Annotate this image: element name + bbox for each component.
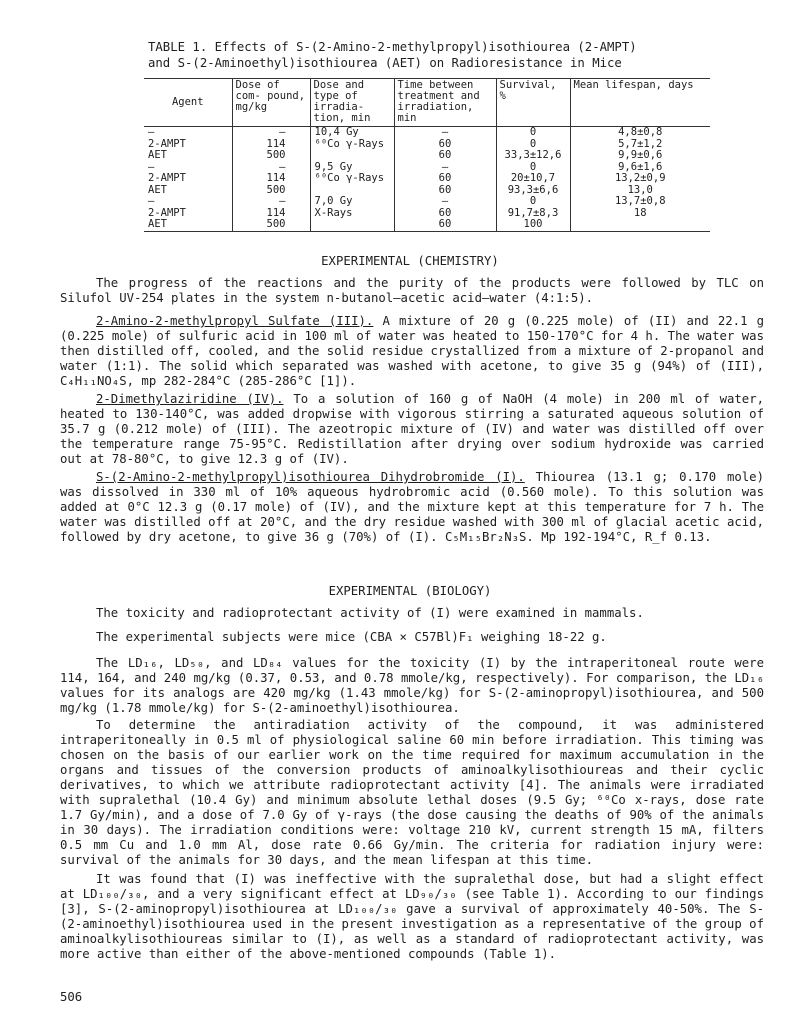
cell-agent: — xyxy=(148,195,155,207)
cell-lifespan xyxy=(570,219,710,231)
cell-dose: — xyxy=(232,196,310,208)
biology-text-5: It was found that (I) was ineffective with the supralethal dose, but had a slight effect at LD₁₀₀/₃₀, and a very significant effect at LD₉₀/₃₀ (see Table 1). According to our findings [3], S-(2-aminopropyl)isothiourea at LD₁₀₀/₃₀ gave a survival of approximately 40-50%. The S-(2-aminoethyl)isothiourea used in the present investigation as a representative of the group of aminoalkylisothioureas similar to (I), as well as a standard of radioprotectant activity, was more active than either of the above-mentioned compounds (Table 1). xyxy=(60,872,764,961)
cell-survival: 0 xyxy=(496,127,570,139)
cell-agent: 2-AMPT xyxy=(148,137,186,150)
chemistry-intro-text: The progress of the reactions and the purity of the products were followed by TLC on Silufol UV-254 plates in the system n-butanol—acetic acid—water (4:1:5). xyxy=(60,276,764,305)
cell-lifespan: 13,2±0,9 xyxy=(570,173,710,185)
cell-time: 60 xyxy=(394,150,496,162)
cell-survival: 20±10,7 xyxy=(496,173,570,185)
cell-survival: 93,3±6,6 xyxy=(496,185,570,197)
header-agent: Agent xyxy=(171,95,204,108)
cell-dose: 114 xyxy=(232,139,310,151)
table-caption-line1: TABLE 1. Effects of S-(2-Amino-2-methylpropyl)isothiourea (2-AMPT) xyxy=(148,40,637,54)
cell-irr: ⁶⁰Co γ-Rays xyxy=(310,173,394,185)
cell-dose: 500 xyxy=(232,219,310,231)
aziridine-title: 2-Dimethylaziridine (IV). xyxy=(96,392,284,406)
cell-dose: — xyxy=(232,162,310,174)
cell-lifespan: 13,0 xyxy=(570,185,710,197)
cell-irr: ⁶⁰Co γ-Rays xyxy=(310,139,394,151)
table-row xyxy=(144,127,710,139)
cell-irr xyxy=(310,219,394,231)
cell-irr: X-Rays xyxy=(310,208,394,220)
header-dose-irradiation: Dose and type of irradia- tion, min xyxy=(310,79,394,127)
dihydrobromide-paragraph xyxy=(60,470,764,545)
cell-time: 60 xyxy=(394,173,496,185)
cell-dose: 114 xyxy=(232,173,310,185)
cell-time: 60 xyxy=(394,185,496,197)
biology-paragraph-2 xyxy=(60,630,764,645)
cell-time: — xyxy=(394,162,496,174)
chemistry-intro xyxy=(60,276,764,306)
cell-irr: 9,5 Gy xyxy=(310,162,394,174)
header-lifespan: Mean lifespan, days xyxy=(570,79,710,127)
cell-irr: 10,4 Gy xyxy=(310,127,394,139)
cell-lifespan: 5,7±1,2 xyxy=(570,139,710,151)
cell-survival: 33,3±12,6 xyxy=(496,150,570,162)
cell-time: 60 xyxy=(394,208,496,220)
table-caption-line2: and S-(2-Aminoethyl)isothiourea (AET) on Radioresistance in Mice xyxy=(148,55,622,70)
table-caption xyxy=(148,40,708,71)
cell-time: 60 xyxy=(394,219,496,231)
header-dose-compound: Dose of com- pound, mg/kg xyxy=(232,79,310,127)
sulfate-title: 2-Amino-2-methylpropyl Sulfate (III). xyxy=(96,314,374,328)
table-row xyxy=(144,208,710,220)
biology-text-3: The LD₁₆, LD₅₀, and LD₈₄ values for the toxicity (I) by the intraperitoneal route were 114, 164, and 240 mg/kg (0.37, 0.53, and 0.78 mmole/kg, respectively). For comparison, the LD₁₆ values for its analogs are 420 mg/kg (1.43 mmole/kg) for S-(2-aminopropyl)isothiourea, and 500 mg/kg (1.78 mmole/kg) for S-(2-aminoethyl)isothiourea. xyxy=(60,656,764,715)
cell-agent: AET xyxy=(148,149,167,161)
cell-dose: 500 xyxy=(232,185,310,197)
dihydrobromide-title: S-(2-Amino-2-methylpropyl)isothiourea Dihydrobromide (I). xyxy=(96,470,525,484)
page-number: 506 xyxy=(60,990,83,1004)
table-row xyxy=(144,219,710,231)
table-header-row xyxy=(144,79,710,127)
cell-lifespan: 4,8±0,8 xyxy=(570,127,710,139)
aziridine-paragraph xyxy=(60,392,764,467)
cell-lifespan: 9,9±0,6 xyxy=(570,150,710,162)
table-row xyxy=(144,196,710,208)
sulfate-text: A mixture of 20 g (0.225 mole) of (II) and 22.1 g (0.225 mole) of sulfuric acid in 100 ml of water was heated to 150-170°C for 4 h. The water was then distilled off, cooled, and the solid residue crystallized from a mixture of 2-propanol and water (1:1). The solid which separated was washed with acetone, to give 35 g (94%) of (III), C₄H₁₁NO₄S, mp 282-284°C (285-286°C [1]). xyxy=(60,314,764,388)
biology-heading: EXPERIMENTAL (BIOLOGY) xyxy=(328,584,492,598)
cell-lifespan: 9,6±1,6 xyxy=(570,162,710,174)
table-row xyxy=(144,173,710,185)
cell-irr: 7,0 Gy xyxy=(310,196,394,208)
cell-survival: 0 xyxy=(496,139,570,151)
biology-text-4: To determine the antiradiation activity of the compound, it was administered intraperitoneally in 0.5 ml of physiological saline 60 min before irradiation. This timing was chosen on the basis of our earlier work on the time required for maximum accumulation in the organs and tissues of the conversion products of aminoalkylisothioureas and their cyclic derivatives, to which we attribute radioprotectant activity [4]. The animals were irradiated with supralethal (10.4 Gy) and minimum absolute lethal doses (9.5 Gy; ⁶⁰Co x-rays, dose rate 1.7 Gy/min), and a dose of 7.0 Gy of γ-rays (the dose causing the deaths of 90% of the animals in 30 days). The irradiation conditions were: voltage 210 kV, current strength 15 mA, filters 0.5 mm Cu and 1.0 mm Al, dose rate 0.66 Gy/min. The criteria for radiation injury were: survival of the animals for 30 days, and the mean lifespan at this time. xyxy=(60,718,764,867)
cell-agent: — xyxy=(148,126,155,138)
cell-dose: 500 xyxy=(232,150,310,162)
biology-paragraph-1 xyxy=(60,606,764,621)
cell-agent: 2-AMPT xyxy=(148,206,186,219)
biology-text-2: The experimental subjects were mice (CBA × C57Bl)F₁ weighing 18-22 g. xyxy=(96,630,607,644)
results-table xyxy=(144,78,710,232)
chemistry-heading: EXPERIMENTAL (CHEMISTRY) xyxy=(321,254,499,268)
biology-paragraph-5 xyxy=(60,872,764,962)
biology-paragraph-3 xyxy=(60,656,764,716)
cell-irr xyxy=(310,150,394,162)
cell-survival: 100 xyxy=(496,219,570,231)
table-body xyxy=(144,127,710,232)
cell-survival: 0 xyxy=(496,162,570,174)
header-time-between: Time between treatment and irradiation, min xyxy=(394,79,496,127)
sulfate-paragraph xyxy=(60,314,764,389)
cell-agent: 2-AMPT xyxy=(148,172,186,184)
cell-agent: — xyxy=(148,160,155,173)
cell-time: 60 xyxy=(394,139,496,151)
table-row xyxy=(144,150,710,162)
cell-dose: 114 xyxy=(232,208,310,220)
cell-time: — xyxy=(394,196,496,208)
cell-lifespan: 18 xyxy=(570,208,710,220)
cell-lifespan: 13,7±0,8 xyxy=(570,196,710,208)
cell-survival: 91,7±8,3 xyxy=(496,208,570,220)
cell-time: — xyxy=(394,127,496,139)
biology-text-1: The toxicity and radioprotectant activity of (I) were examined in mammals. xyxy=(96,606,644,620)
dihydrobromide-text: Thiourea (13.1 g; 0.170 mole) was dissolved in 330 ml of 10% aqueous hydrobromic acid (0.560 mole). To this solution was added at 0°C 12.3 g (0.17 mole) of (IV), and the mixture kept at this temperature for 7 h. The water was distilled off at 20°C, and the dry residue washed with 300 ml of glacial acetic acid, followed by dry acetone, to give 36 g (70%) of (I). C₅M₁₅Br₂N₃S. Mp 192-194°C, R_f 0.13. xyxy=(60,470,764,544)
cell-dose: — xyxy=(232,127,310,139)
cell-agent: AET xyxy=(144,219,232,231)
header-survival: Survival, % xyxy=(496,79,570,127)
biology-paragraph-4 xyxy=(60,718,764,868)
aziridine-text: To a solution of 160 g of NaOH (4 mole) in 200 ml of water, heated to 130-140°C, was added dropwise with vigorous stirring a saturated aqueous solution of 35.7 g (0.212 mole) of (III). The azeotropic mixture of (IV) and water was distilled off over the temperature range 75-95°C. Redistillation after drying over sodium hydroxide was carried out at 78-80°C, to give 12.3 g of (IV). xyxy=(60,392,765,466)
cell-agent: AET xyxy=(148,183,167,196)
cell-survival: 0 xyxy=(496,196,570,208)
